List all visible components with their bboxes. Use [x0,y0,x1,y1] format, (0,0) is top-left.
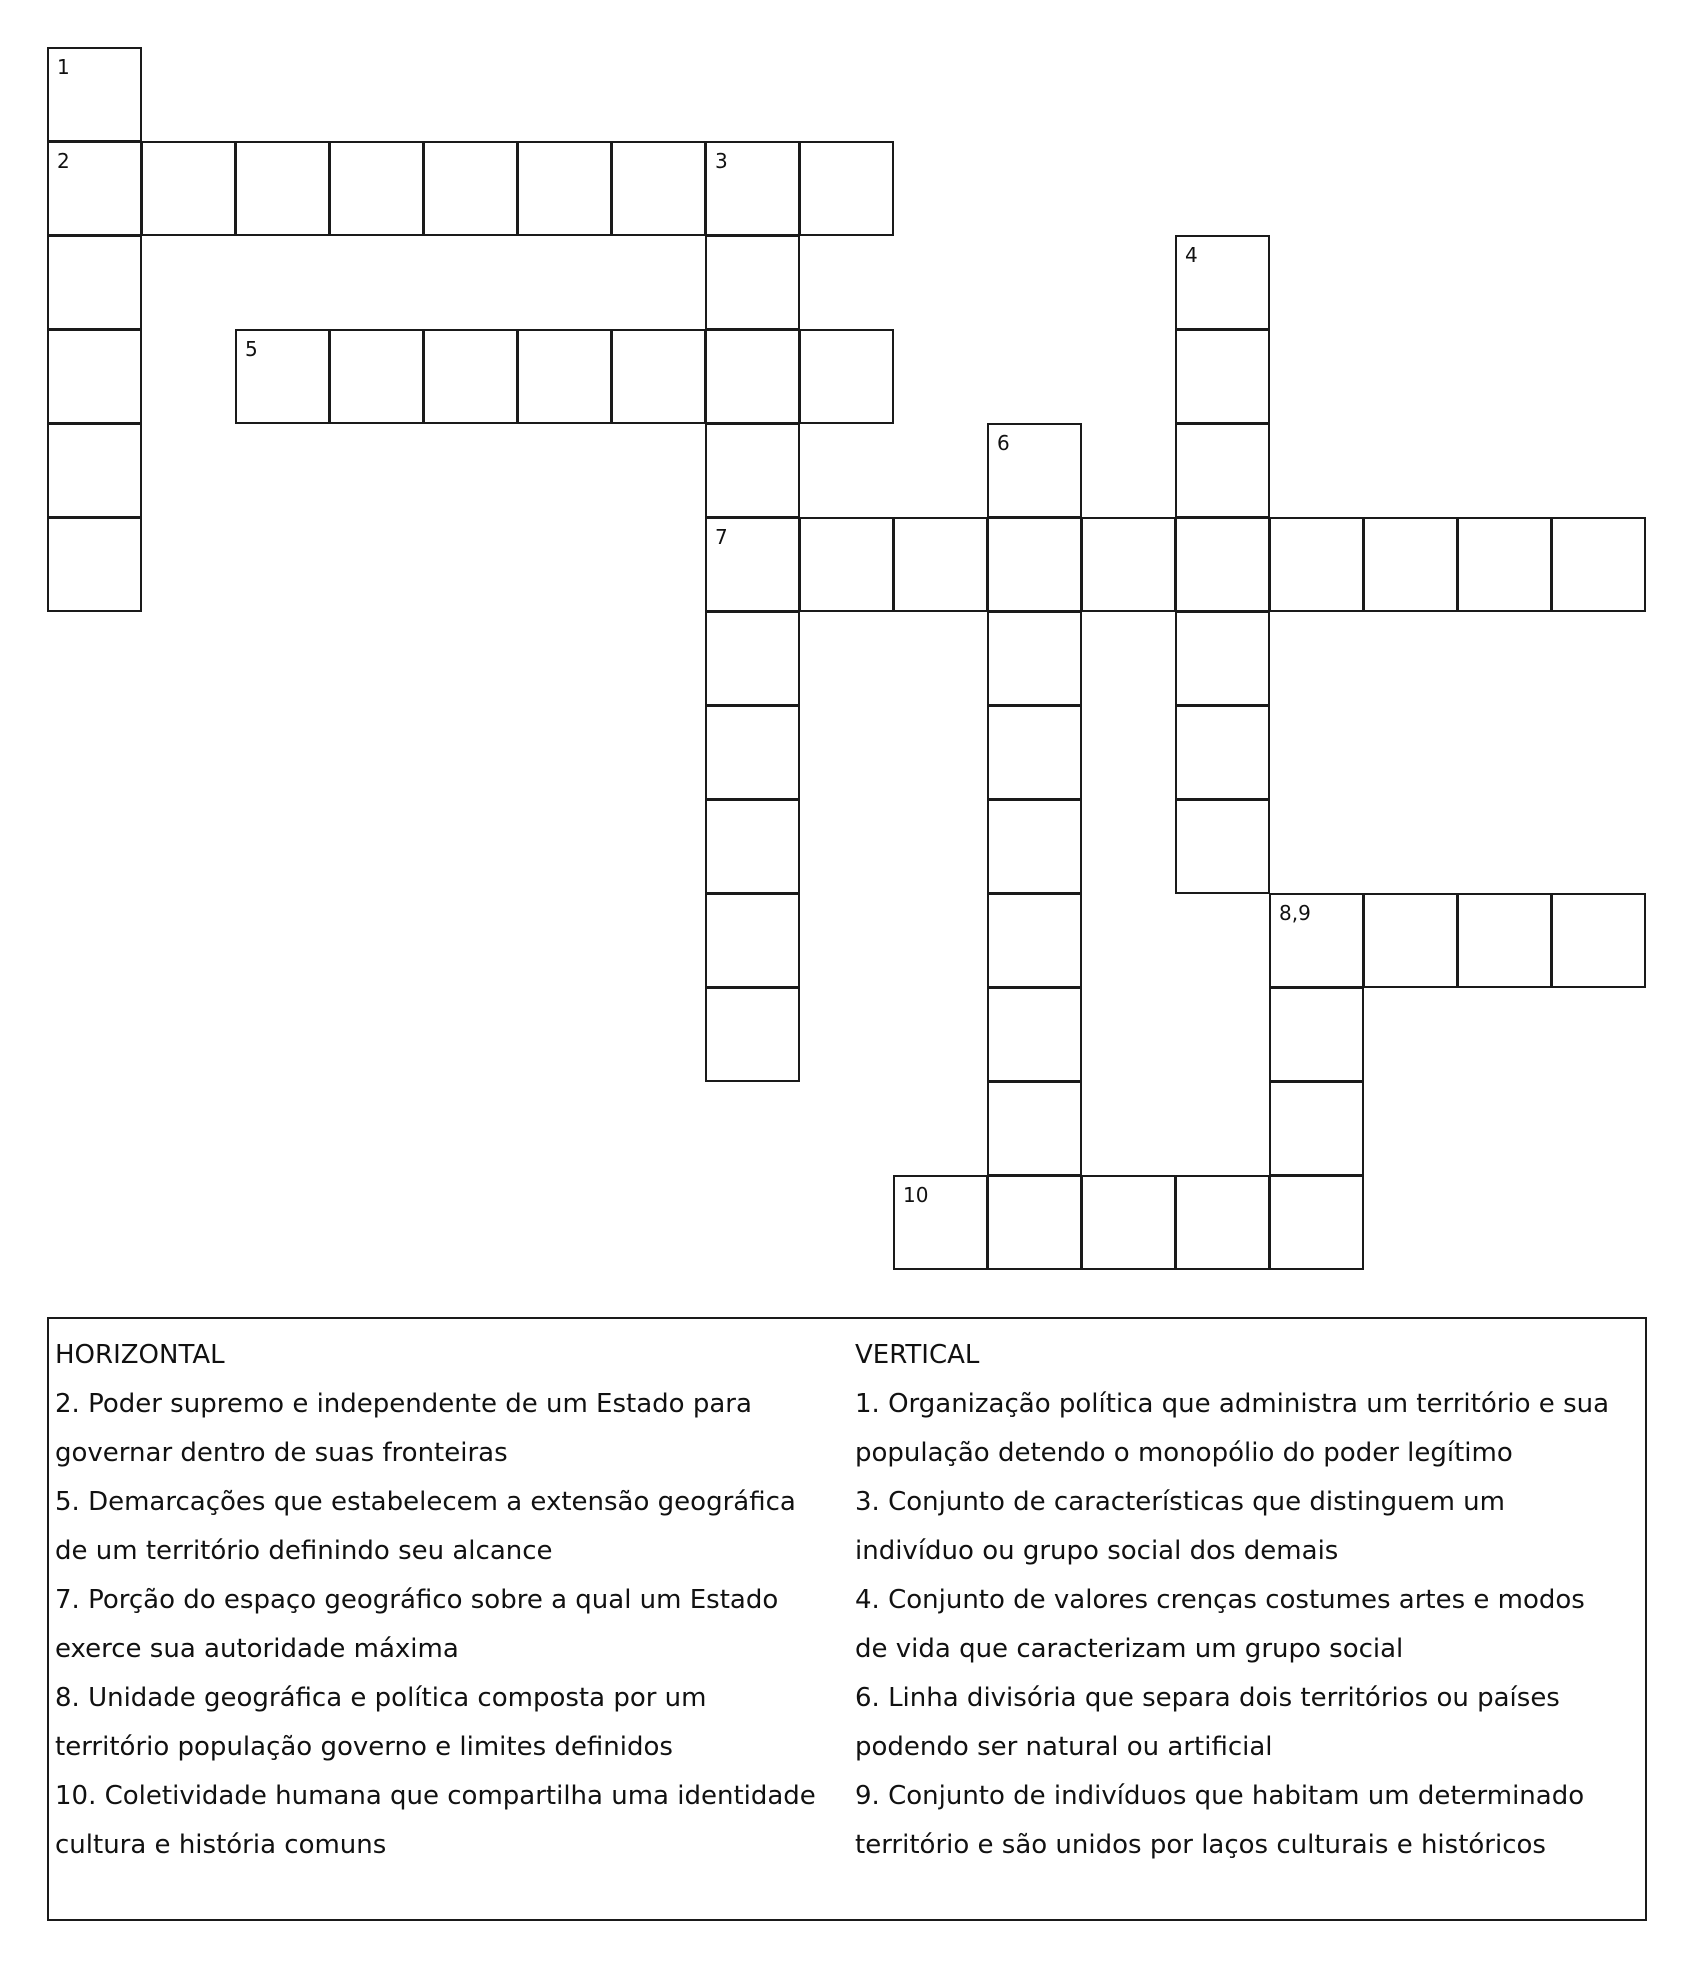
crossword-cell[interactable] [987,517,1082,612]
crossword-cell[interactable] [705,329,800,424]
clue-line: território e são unidos por laços culturais e históricos [855,1830,1546,1860]
crossword-cell[interactable] [705,611,800,706]
crossword-cell[interactable] [47,329,142,424]
clue-number: 6 [997,431,1010,455]
crossword-cell[interactable] [47,47,142,142]
crossword-cell[interactable] [987,987,1082,1082]
vertical-heading: VERTICAL [855,1340,980,1370]
clue-line: 5. Demarcações que estabelecem a extensão geográfica [55,1487,796,1517]
crossword-cell[interactable] [1363,893,1458,988]
clue-line: território população governo e limites definidos [55,1732,673,1762]
crossword-cell[interactable] [1175,1175,1270,1270]
clue-line: 4. Conjunto de valores crenças costumes artes e modos [855,1585,1585,1615]
crossword-cell[interactable] [1175,423,1270,518]
crossword-cell[interactable] [1269,1175,1364,1270]
crossword-cell[interactable] [705,517,800,612]
clue-line: 8. Unidade geográfica e política composta por um [55,1683,707,1713]
crossword-cell[interactable] [987,705,1082,800]
horizontal-clues [55,1331,845,1870]
crossword-cell[interactable] [987,423,1082,518]
crossword-cell[interactable] [705,141,800,236]
crossword-cell[interactable] [893,517,988,612]
crossword-cell[interactable] [705,423,800,518]
crossword-cell[interactable] [141,141,236,236]
crossword-cell[interactable] [1551,893,1646,988]
crossword-cell[interactable] [329,141,424,236]
crossword-cell[interactable] [1175,611,1270,706]
clue-line: de vida que caracterizam um grupo social [855,1634,1404,1664]
clue-number: 3 [715,149,728,173]
crossword-cell[interactable] [1175,517,1270,612]
clue-number: 4 [1185,243,1198,267]
clue-line: 10. Coletividade humana que compartilha uma identidade [55,1781,816,1811]
clue-line: cultura e história comuns [55,1830,387,1860]
crossword-cell[interactable] [705,987,800,1082]
crossword-cell[interactable] [1175,705,1270,800]
clue-line: 7. Porção do espaço geográfico sobre a qual um Estado [55,1585,779,1615]
clue-line: 6. Linha divisória que separa dois territórios ou países [855,1683,1560,1713]
clue-line: população detendo o monopólio do poder legítimo [855,1438,1513,1468]
crossword-cell[interactable] [987,1081,1082,1176]
crossword-cell[interactable] [47,141,142,236]
clue-line: 2. Poder supremo e independente de um Estado para [55,1389,752,1419]
clue-line: exerce sua autoridade máxima [55,1634,459,1664]
clue-number: 5 [245,337,258,361]
clue-line: governar dentro de suas fronteiras [55,1438,508,1468]
crossword-cell[interactable] [799,517,894,612]
clue-line: de um território definindo seu alcance [55,1536,553,1566]
crossword-cell[interactable] [705,893,800,988]
vertical-clues [855,1331,1645,1870]
clue-number: 2 [57,149,70,173]
crossword-cell[interactable] [1363,517,1458,612]
clue-line: 3. Conjunto de características que distinguem um [855,1487,1505,1517]
crossword-cell[interactable] [705,705,800,800]
clue-number: 1 [57,55,70,79]
clue-number: 7 [715,525,728,549]
crossword-cell[interactable] [893,1175,988,1270]
crossword-cell[interactable] [47,517,142,612]
clue-number: 8,9 [1279,901,1311,925]
crossword-cell[interactable] [423,141,518,236]
crossword-cell[interactable] [1175,235,1270,330]
crossword-cell[interactable] [47,423,142,518]
crossword-cell[interactable] [799,329,894,424]
crossword-cell[interactable] [517,329,612,424]
crossword-cell[interactable] [987,1175,1082,1270]
crossword-cell[interactable] [1457,517,1552,612]
crossword-cell[interactable] [1551,517,1646,612]
crossword-cell[interactable] [987,893,1082,988]
clue-number: 10 [903,1183,929,1207]
crossword-cell[interactable] [1175,799,1270,894]
crossword-cell[interactable] [705,235,800,330]
crossword-cell[interactable] [1269,517,1364,612]
crossword-cell[interactable] [1081,517,1176,612]
crossword-cell[interactable] [611,141,706,236]
crossword-cell[interactable] [235,141,330,236]
crossword-cell[interactable] [799,141,894,236]
crossword-cell[interactable] [235,329,330,424]
crossword-cell[interactable] [423,329,518,424]
clue-line: 1. Organização política que administra um território e sua [855,1389,1610,1419]
clues-box [47,1317,1647,1921]
crossword-cell[interactable] [517,141,612,236]
crossword-cell[interactable] [1269,1081,1364,1176]
crossword-cell[interactable] [1269,987,1364,1082]
crossword-cell[interactable] [329,329,424,424]
crossword-cell[interactable] [987,799,1082,894]
horizontal-heading: HORIZONTAL [55,1340,225,1370]
crossword-cell[interactable] [1269,893,1364,988]
crossword-cell[interactable] [705,799,800,894]
crossword-cell[interactable] [611,329,706,424]
crossword-cell[interactable] [1175,329,1270,424]
crossword-cell[interactable] [987,611,1082,706]
crossword-cell[interactable] [1081,1175,1176,1270]
crossword-cell[interactable] [47,235,142,330]
clue-line: 9. Conjunto de indivíduos que habitam um determinado [855,1781,1585,1811]
clue-line: podendo ser natural ou artificial [855,1732,1273,1762]
clue-line: indivíduo ou grupo social dos demais [855,1536,1339,1566]
crossword-cell[interactable] [1457,893,1552,988]
